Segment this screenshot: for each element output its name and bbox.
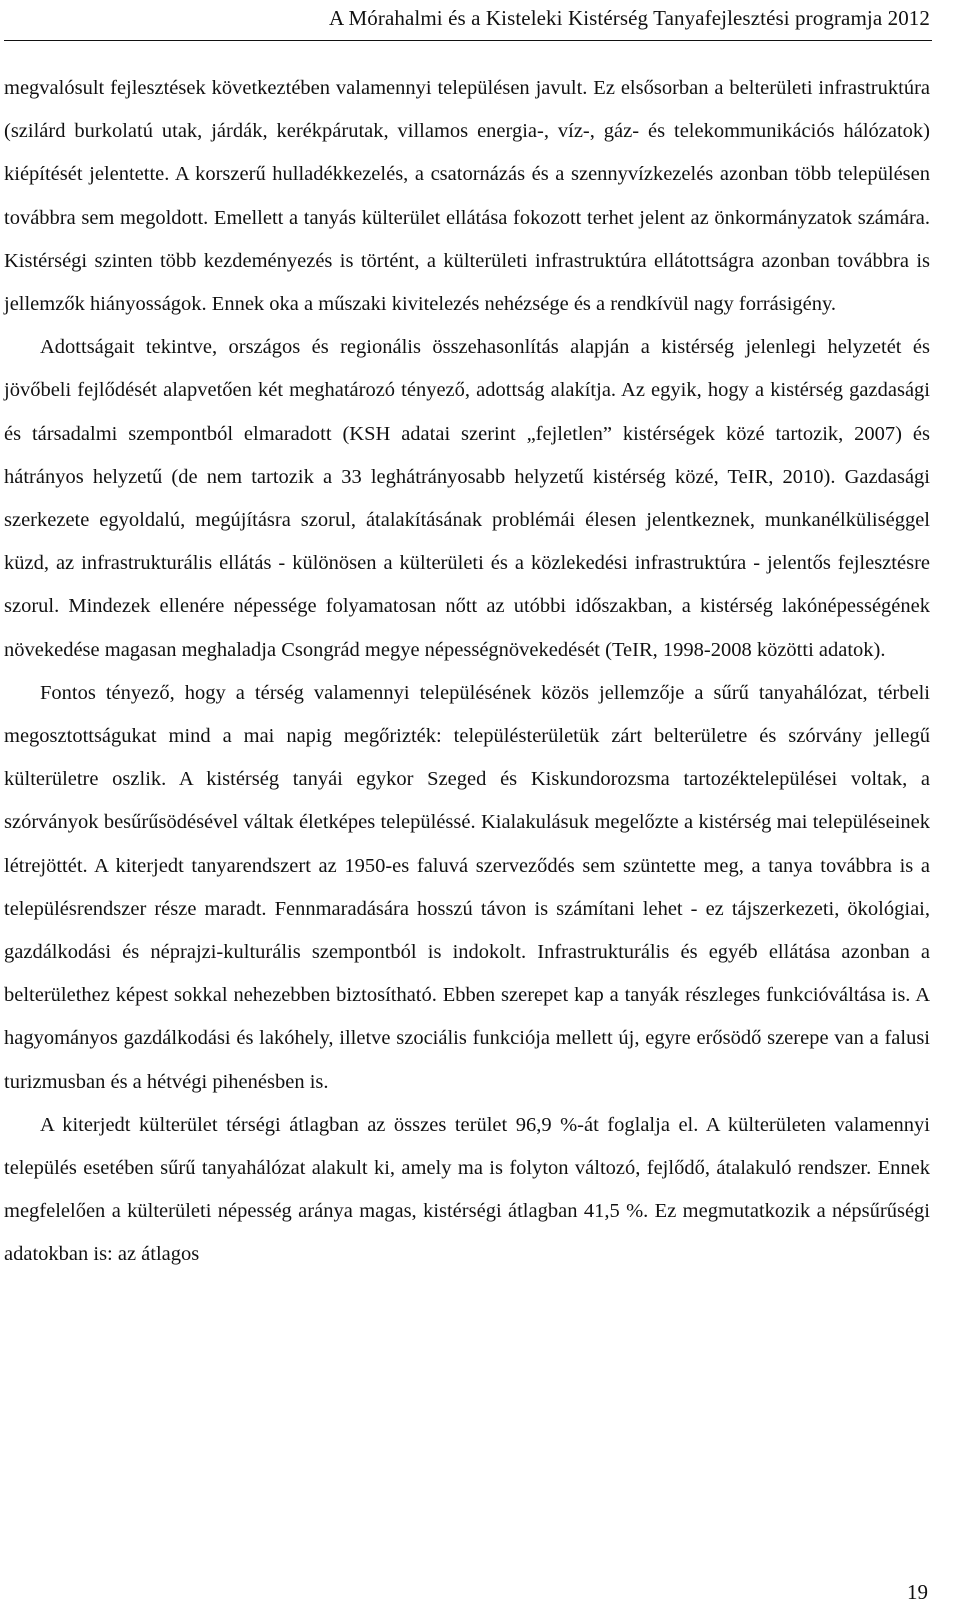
paragraph-adottsagai: Adottságait tekintve, országos és regionális összehasonlítás alapján a kistérség jelenlegi helyzetét és jövőbeli fejlődését alapvetően két meghatározó tényező, adottság alakítja. Az egyik, hogy a kistérség gazdasági és társadalmi szempontból elmaradott (KSH adatai szerint „fejletlen” kistérségek közé tartozik, 2007) és hátrányos helyzetű (de nem tartozik a 33 leghátrányosabb helyzetű kistérség közé, TeIR, 2010). Gazdasági szerkezete egyoldalú, megújításra szorul, átalakításának problémái élesen jelentkeznek, munkanélküliséggel küzd, az infrastrukturális ellátás - különösen a külterületi és a közlekedési infrastruktúra - jelentős fejlesztésre szorul. Mindezek ellenére népessége folyamatosan nőtt az utóbbi időszakban, a kistérség lakónépességének növekedése magasan meghaladja Csongrád megye népességnövekedését (TeIR, 1998-2008 közötti adatok). xyxy=(4,336,930,661)
header-divider xyxy=(4,40,932,41)
paragraph-continued: megvalósult fejlesztések következtében valamennyi településen javult. Ez elsősorban a belterületi infrastruktúra (szilárd burkolatú utak, járdák, kerékpárutak, villamos energia-, víz-, gáz- és telekommunikációs hálózatok) kiépítését jelentette. A korszerű hulladékkezelés, a csatornázás és a szennyvízkezelés azonban több településen továbbra sem megoldott. Emellett a tanyás külterület ellátása fokozott terhet jelent az önkormányzatok számára. Kistérségi szinten több kezdeményezés is történt, a külterületi infrastruktúra ellátottságra azonban továbbra is jellemzők hiányosságok. Ennek oka a műszaki kivitelezés nehézsége és a rendkívül nagy forrásigény. xyxy=(4,77,930,316)
paragraph-fontos-tenyezo: Fontos tényező, hogy a térség valamennyi településének közös jellemzője a sűrű tanyahálózat, térbeli megosztottságukat mind a mai napig megőrizték: településterületük zárt belterületre és szórvány jellegű külterületre oszlik. A kistérség tanyái egykor Szeged és Kiskundorozsma tartozéktelepülései voltak, a szórványok besűrűsödésével váltak életképes településsé. Kialakulásuk megelőzte a kistérség mai településeinek létrejöttét. A kiterjedt tanyarendszert az 1950-es faluvá szerveződés sem szüntette meg, a tanya továbbra is a településrendszer része maradt. Fennmaradására hosszú távon is számítani lehet - ez tájszerkezeti, ökológiai, gazdálkodási és néprajzi-kulturális szempontból is indokolt. Infrastrukturális és egyéb ellátása azonban a belterülethez képest sokkal nehezebben biztosítható. Ebben szerepet kap a tanyák részleges funkcióváltása is. A hagyományos gazdálkodási és lakóhely, illetve szociális funkciója mellett új, egyre erősödő szerepe van a falusi turizmusban és a hétvégi pihenésben is. xyxy=(4,681,930,1093)
page-number: 19 xyxy=(907,1580,928,1604)
document-body xyxy=(4,67,930,1277)
paragraph-kiterjedt-kulterulet: A kiterjedt külterület térségi átlagban az összes terület 96,9 %-át foglalja el. A külterületen valamennyi település esetében sűrű tanyahálózat alakult ki, amely ma is folyton változó, fejlődő, átalakuló rendszer. Ennek megfelelően a külterületi népesség aránya magas, kistérségi átlagban 41,5 %. Ez megmutatkozik a népsűrűségi adatokban is: az átlagos xyxy=(4,1113,930,1266)
running-header: A Mórahalmi és a Kisteleki Kistérség Tanyafejlesztési programja 2012 xyxy=(329,6,930,30)
